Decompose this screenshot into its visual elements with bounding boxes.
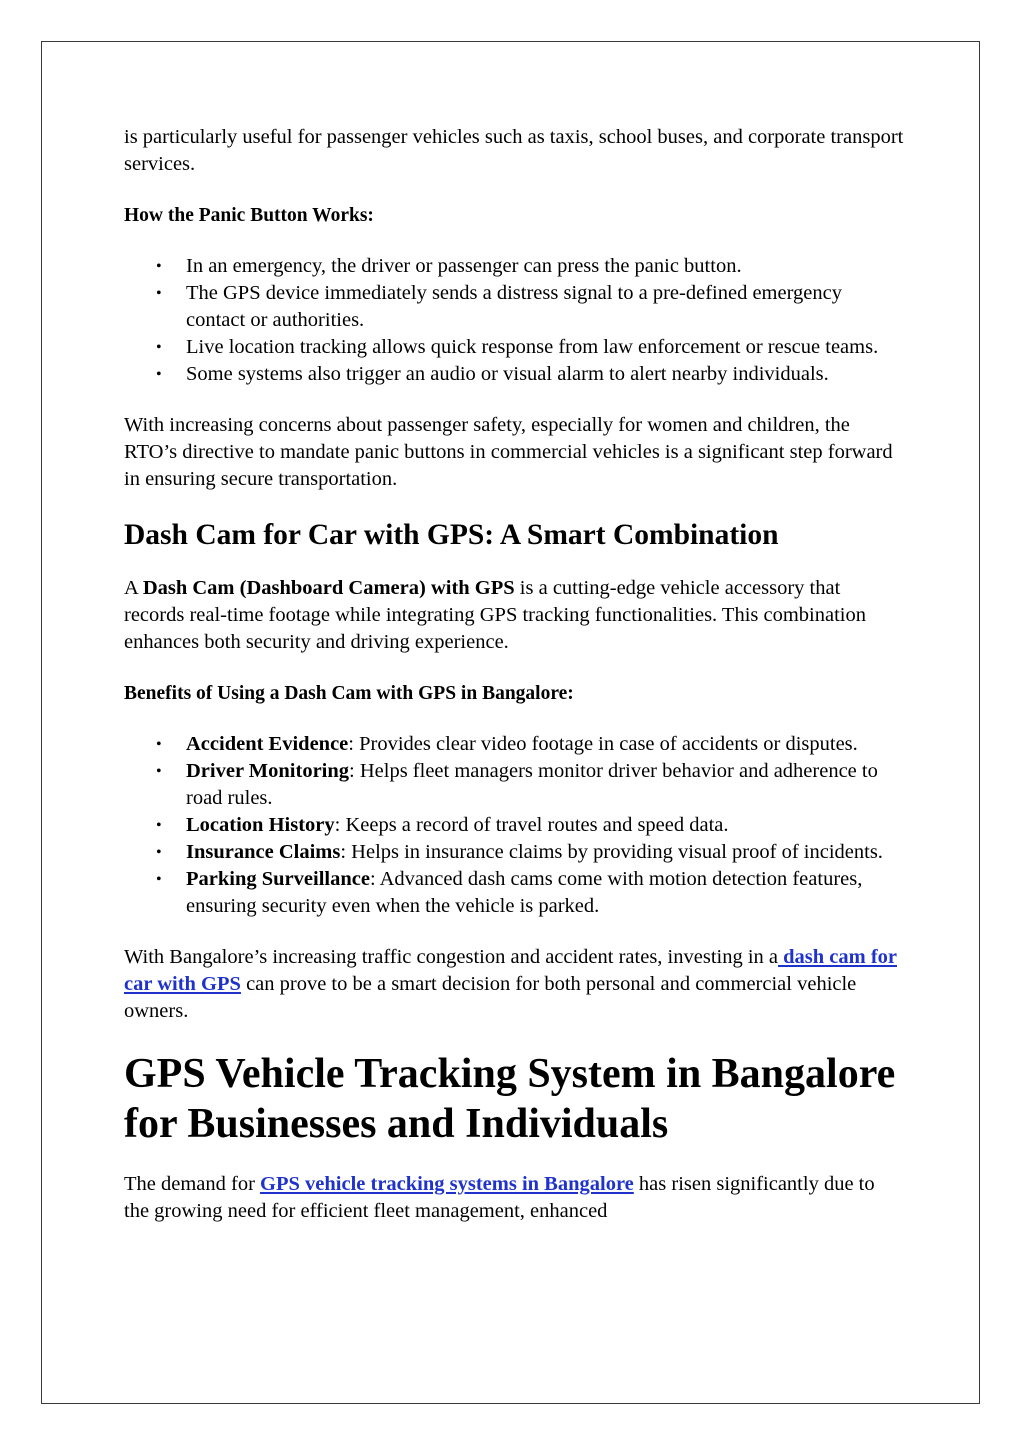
bullet-icon: •	[156, 339, 162, 356]
bullet-icon: •	[156, 871, 162, 888]
benefits-list	[124, 731, 904, 920]
list-item: • Live location tracking allows quick response from law enforcement or rescue teams.	[124, 334, 904, 361]
panic-button-heading: How the Panic Button Works:	[124, 205, 374, 226]
list-item: • Accident Evidence: Provides clear video footage in case of accidents or disputes.	[124, 731, 904, 758]
intro-paragraph: is particularly useful for passenger vehicles such as taxis, school buses, and corporate transport services.	[124, 126, 904, 175]
list-item: • Parking Surveillance: Advanced dash cams come with motion detection features, ensuring security even when the vehicle is parked.	[156, 868, 863, 917]
tracking-systems-link[interactable]: GPS vehicle tracking systems in Bangalore	[260, 1173, 634, 1195]
list-item: • Insurance Claims: Helps in insurance claims by providing visual proof of incidents.	[124, 839, 904, 866]
list-item: • Location History: Keeps a record of travel routes and speed data.	[124, 812, 904, 839]
bullet-icon: •	[156, 366, 162, 383]
list-item: • The GPS device immediately sends a distress signal to a pre-defined emergency contact or authorities.	[156, 282, 842, 331]
bullet-icon: •	[156, 285, 162, 302]
bullet-icon: •	[156, 736, 162, 753]
panic-steps-list	[124, 253, 904, 388]
dashcam-closing-paragraph: With Bangalore’s increasing traffic congestion and accident rates, investing in a dash cam for car with GPS can prove to be a smart decision for both personal and commercial vehicle owners.	[124, 946, 898, 1022]
document-body	[124, 124, 904, 1249]
tracking-intro-paragraph: The demand for GPS vehicle tracking systems in Bangalore has risen significantly due to the growing need for efficient fleet management, enhanced	[124, 1173, 875, 1222]
bullet-icon: •	[156, 258, 162, 275]
bullet-icon: •	[156, 844, 162, 861]
list-item: • In an emergency, the driver or passenger can press the panic button.	[124, 253, 904, 280]
benefits-heading: Benefits of Using a Dash Cam with GPS in Bangalore:	[124, 683, 574, 704]
list-item: • Driver Monitoring: Helps fleet managers monitor driver behavior and adherence to road rules.	[156, 760, 878, 809]
dashcam-section-heading: Dash Cam for Car with GPS: A Smart Combination	[124, 519, 779, 551]
panic-closing-paragraph: With increasing concerns about passenger safety, especially for women and children, the RTO’s directive to mandate panic buttons in commercial vehicles is a significant step forward in ensuring secure transportation.	[124, 414, 893, 490]
dashcam-link[interactable]: dash cam for car with GPS	[124, 946, 898, 995]
dashcam-term: Dash Cam (Dashboard Camera) with GPS	[142, 577, 515, 599]
bullet-icon: •	[156, 817, 162, 834]
list-item: • Some systems also trigger an audio or visual alarm to alert nearby individuals.	[124, 361, 904, 388]
tracking-section-heading: GPS Vehicle Tracking System in Bangalore for Businesses and Individuals	[124, 1051, 896, 1147]
bullet-icon: •	[156, 763, 162, 780]
dashcam-intro-paragraph: A Dash Cam (Dashboard Camera) with GPS is a cutting-edge vehicle accessory that records real-time footage while integrating GPS tracking functionalities. This combination enhances both security and driving experience.	[124, 577, 866, 653]
